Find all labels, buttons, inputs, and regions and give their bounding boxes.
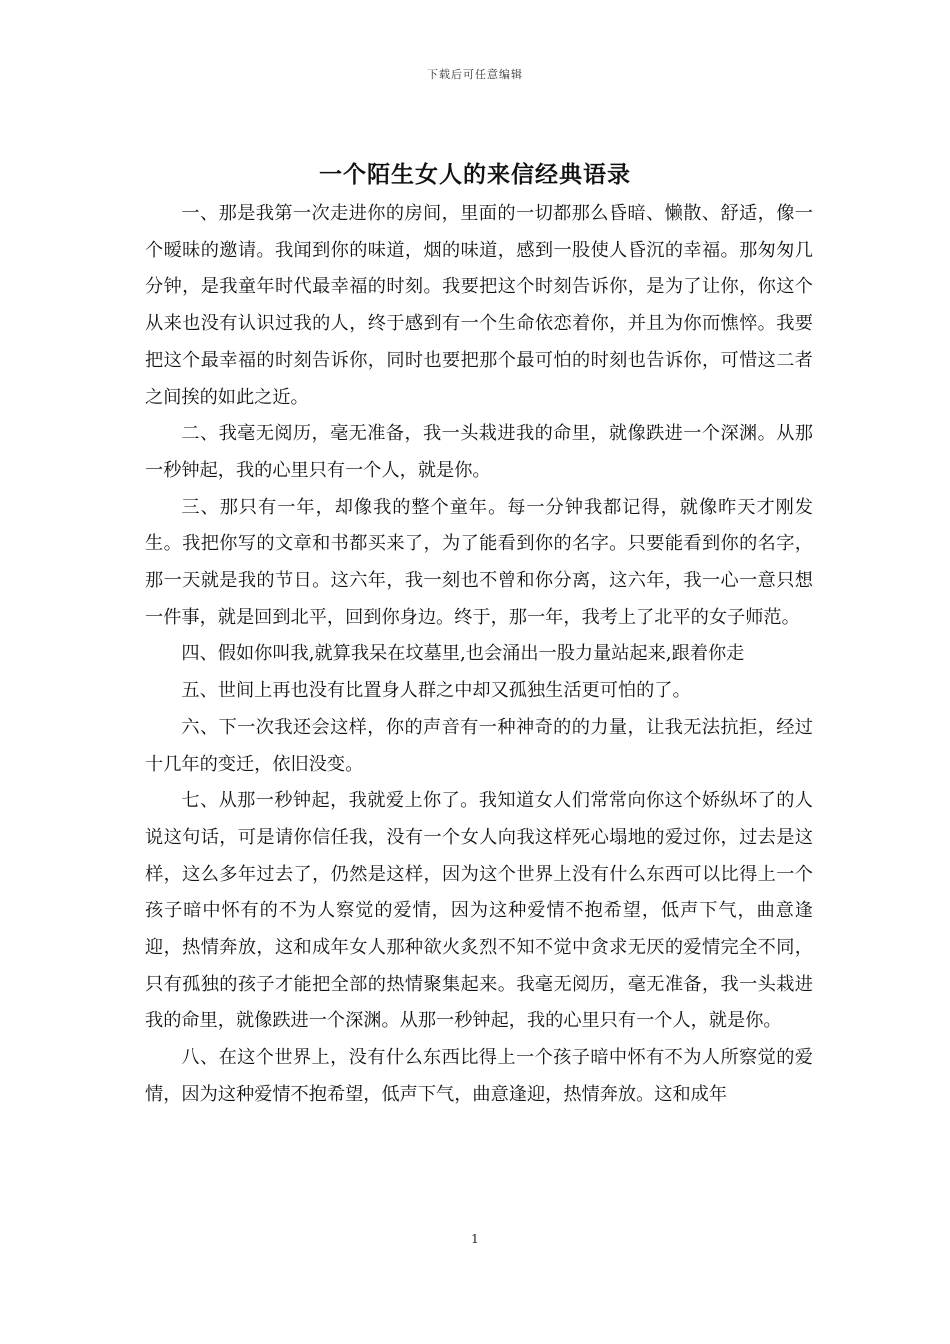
document-body — [145, 196, 813, 1114]
paragraph-4: 四、假如你叫我,就算我呆在坟墓里,也会涌出一股力量站起来,跟着你走 — [181, 643, 745, 665]
paragraph-7: 七、从那一秒钟起，我就爱上你了。我知道女人们常常向你这个娇纵坏了的人说这句话，可是请你信任我，没有一个女人向我这样死心塌地的爱过你，过去是这样，这么多年过去了，仍然是这样，因为这个世界上没有什么东西可以比得上一个孩子暗中怀有的不为人察觉的爱情，因为这种爱情不抱希望，低声下气，曲意逢迎，热情奔放，这和成年女人那种欲火炙烈不知不觉中贪求无厌的爱情完全不同，只有孤独的孩子才能把全部的热情聚集起来。我毫无阅历，毫无准备，我一头栽进我的命里，就像跌进一个深渊。从那一秒钟起，我的心里只有一个人，就是你。 — [145, 790, 813, 1032]
paragraph-8: 八、在这个世界上，没有什么东西比得上一个孩子暗中怀有不为人所察觉的爱情，因为这种爱情不抱希望，低声下气，曲意逢迎，热情奔放。这和成年 — [145, 1047, 813, 1105]
document-title: 一个陌生女人的来信经典语录 — [319, 161, 631, 188]
page-number: 1 — [471, 1232, 479, 1246]
paragraph-6: 六、下一次我还会这样，你的声音有一种神奇的的力量，让我无法抗拒，经过十几年的变迁，依旧没变。 — [145, 716, 813, 775]
paragraph-1: 一、那是我第一次走进你的房间，里面的一切都那么昏暗、懒散、舒适，像一个暧昧的邀请。我闻到你的味道，烟的味道，感到一股使人昏沉的幸福。那匆匆几分钟，是我童年时代最幸福的时刻。我要把这个时刻告诉你，是为了让你，你这个从来也没有认识过我的人，终于感到有一个生命依恋着你，并且为你而憔悴。我要把这个最幸福的时刻告诉你，同时也要把那个最可怕的时刻也告诉你，可惜这二者之间挨的如此之近。 — [145, 203, 813, 408]
paragraph-3: 三、那只有一年，却像我的整个童年。每一分钟我都记得，就像昨天才刚发生。我把你写的文章和书都买来了，为了能看到你的名字。只要能看到你的名字，那一天就是我的节日。这六年，我一刻也不曾和你分离，这六年，我一心一意只想一件事，就是回到北平，回到你身边。终于，那一年，我考上了北平的女子师范。 — [145, 496, 813, 628]
header-note: 下载后可任意编辑 — [427, 68, 523, 81]
paragraph-5: 五、世间上再也没有比置身人群之中却又孤独生活更可怕的了。 — [181, 680, 691, 702]
paragraph-2: 二、我毫无阅历，毫无准备，我一头栽进我的命里，就像跌进一个深渊。从那一秒钟起，我的心里只有一个人，就是你。 — [145, 423, 813, 481]
